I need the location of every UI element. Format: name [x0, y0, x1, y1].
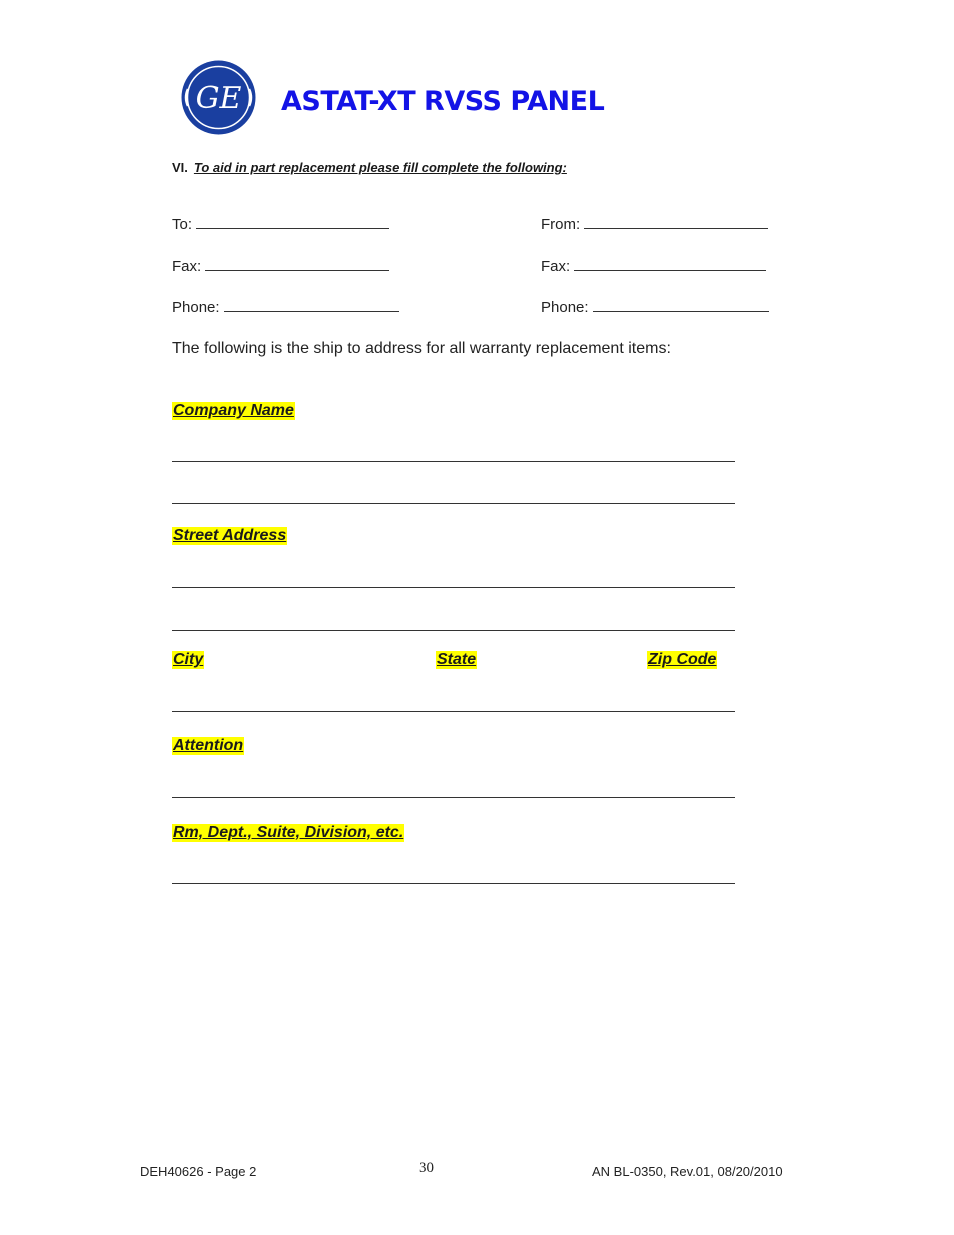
attention-label: Attention [173, 737, 244, 754]
ge-logo-icon [180, 59, 257, 136]
company-name-line-1[interactable] [172, 461, 735, 462]
rm-dept-label: Rm, Dept., Suite, Division, etc. [173, 824, 404, 841]
city-state-zip-line[interactable] [172, 711, 735, 712]
footer-revision: AN BL-0350, Rev.01, 08/20/2010 [592, 1164, 783, 1179]
from-label: From: [541, 216, 581, 233]
street-address-line-2[interactable] [172, 630, 735, 631]
city-label: City [173, 651, 204, 668]
phone-left-label: Phone: [172, 299, 220, 316]
ship-to-intro: The following is the ship to address for all warranty replacement items: [172, 340, 671, 357]
ge-logo [180, 59, 257, 136]
to-label: To: [172, 216, 193, 233]
company-name-label: Company Name [173, 402, 294, 419]
rm-dept-line[interactable] [172, 883, 735, 884]
phone-right-label: Phone: [541, 299, 589, 316]
logo-lettering: GE [195, 81, 242, 116]
from-field[interactable] [541, 214, 768, 233]
from-blank[interactable] [584, 214, 768, 229]
to-field[interactable] [172, 214, 389, 233]
section-number: VI. [172, 160, 188, 175]
phone-left-blank[interactable] [224, 297, 399, 312]
zip-code-label: Zip Code [648, 651, 717, 668]
phone-right-blank[interactable] [593, 297, 769, 312]
phone-right-field[interactable] [541, 297, 769, 316]
fax-right-field[interactable] [541, 256, 766, 275]
section-heading [172, 160, 567, 175]
street-address-line-1[interactable] [172, 587, 735, 588]
fax-left-label: Fax: [172, 258, 202, 275]
fax-right-label: Fax: [541, 258, 571, 275]
to-blank[interactable] [196, 214, 389, 229]
state-label: State [437, 651, 477, 668]
street-address-label: Street Address [173, 527, 287, 544]
company-name-line-2[interactable] [172, 503, 735, 504]
attention-line[interactable] [172, 797, 735, 798]
fax-left-blank[interactable] [205, 256, 389, 271]
section-instruction: To aid in part replacement please fill complete the following: [193, 160, 567, 175]
page-title: ASTAT-XT RVSS PANEL [281, 86, 605, 117]
footer-doc-id: DEH40626 - Page 2 [140, 1164, 257, 1179]
page-number: 30 [419, 1160, 434, 1176]
phone-left-field[interactable] [172, 297, 399, 316]
fax-left-field[interactable] [172, 256, 389, 275]
fax-right-blank[interactable] [574, 256, 766, 271]
